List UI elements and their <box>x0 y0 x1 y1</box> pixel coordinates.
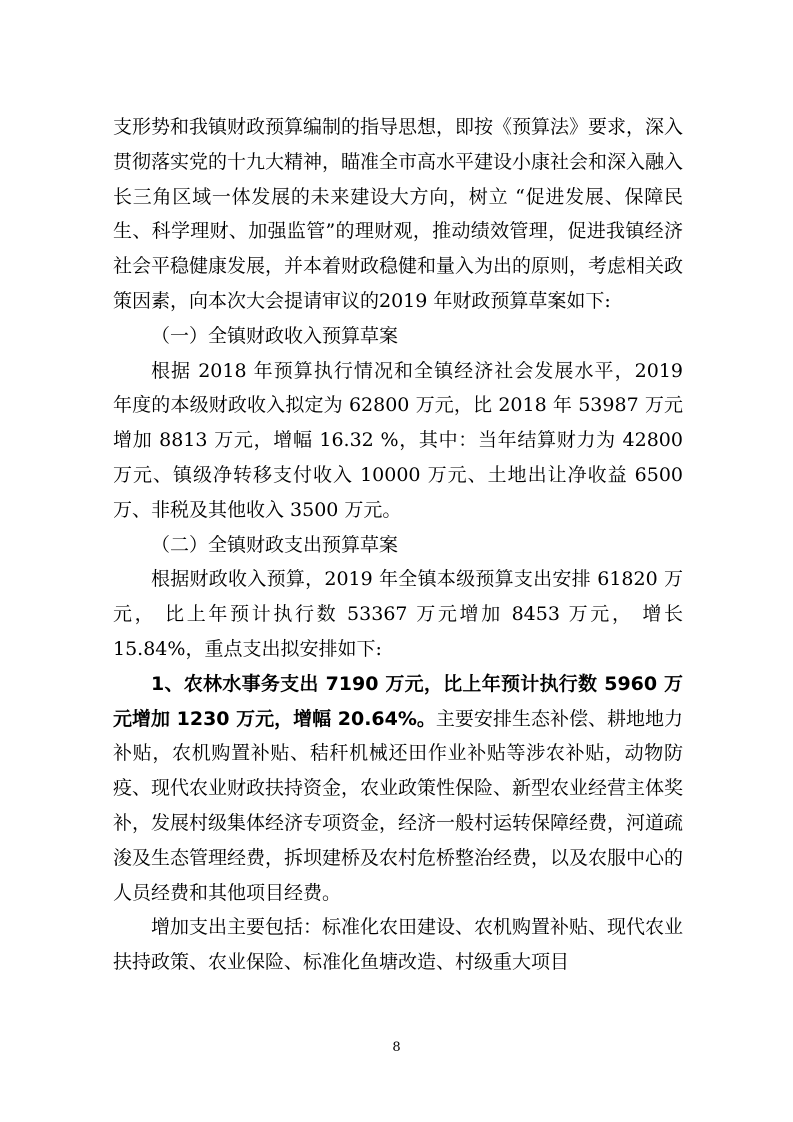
section-heading-expenditure: （二）全镇财政支出预算草案 <box>151 533 399 556</box>
document-body <box>113 110 683 980</box>
page-number: 8 <box>392 1040 401 1055</box>
section-heading-revenue: （一）全镇财政收入预算草案 <box>151 324 399 347</box>
expenditure-paragraph: 根据财政收入预算，2019 年全镇本级预算支出安排 61820 万元， 比上年预计执行数 53367 万元增加 8453 万元， 增长 15.84%，重点支出拟安排如下: <box>113 568 683 660</box>
increase-paragraph: 增加支出主要包括：标准化农田建设、农机购置补贴、现代农业扶持政策、农业保险、标准化鱼塘改造、村级重大项目 <box>113 916 684 974</box>
agriculture-detail: 主要安排生态补偿、耕地地力补贴，农机购置补贴、秸秆机械还田作业补贴等涉农补贴，动物防疫、现代农业财政扶持资金，农业政策性保险、新型农业经营主体奖补，发展村级集体经济专项资金，经济一般村运转保障经费，河道疏浚及生态管理经费，拆坝建桥及农村危桥整治经费，以及农服中心的人员经费和其他项目经费。 <box>113 707 684 904</box>
intro-paragraph: 支形势和我镇财政预算编制的指导思想，即按《预算法》要求，深入贯彻落实党的十九大精神，瞄准全市高水平建设小康社会和深入融入长三角区域一体发展的未来建设大方向，树立 “促进发展、保障民生、科学理财、加强监管”的理财观，推动绩效管理，促进我镇经济社会平稳健康发展，并本着财政稳健和量入为出的原则，考虑相关政策因素，向本次大会提请审议的2019 年财政预算草案如下: <box>113 116 684 312</box>
revenue-paragraph: 根据 2018 年预算执行情况和全镇经济社会发展水平，2019 年度的本级财政收入拟定为 62800 万元，比 2018 年 53987 万元增加 8813 万元，增幅 16.32 %，其中：当年结算财力为 42800 万元、镇级净转移支付收入 10000 万元、土地出让净收益 6500 万、非税及其他收入 3500 万元。 <box>113 359 683 521</box>
agriculture-paragraph <box>113 667 683 911</box>
agriculture-summary-bold: 1、农林水事务支出 7190 万元，比上年预计执行数 5960 万元增加 1230 万元，增幅 20.64%。 <box>113 672 683 730</box>
